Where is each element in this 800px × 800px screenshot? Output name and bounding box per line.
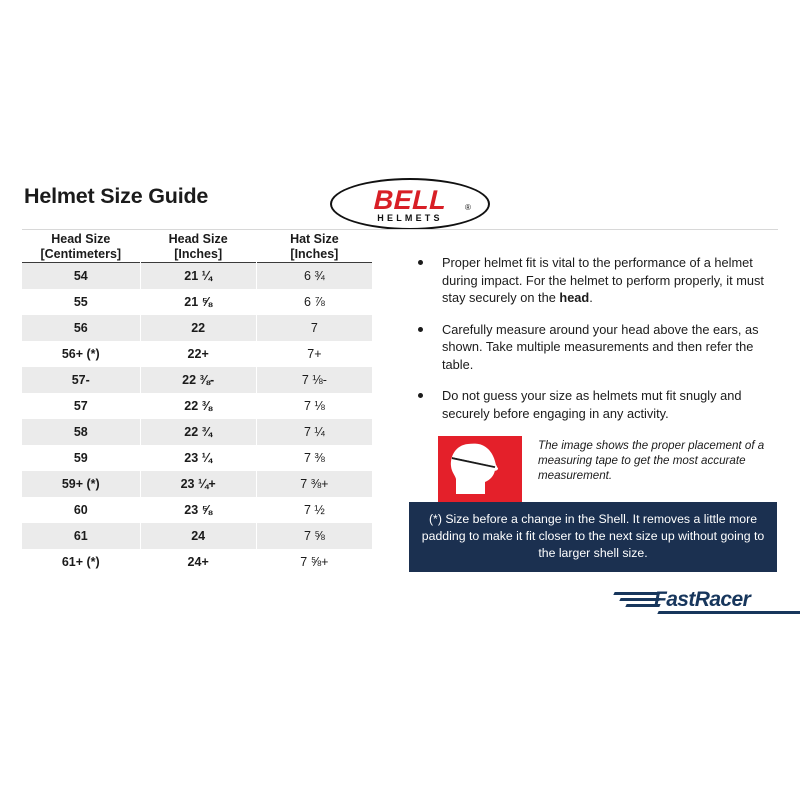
fit-tip-item — [410, 254, 778, 307]
cell-head-size-cm: 60 — [22, 497, 140, 523]
cell-hat-size: 6 ⅞ — [303, 295, 325, 309]
fit-tips-panel — [410, 254, 778, 560]
column-header-line1: Head Size — [168, 232, 228, 246]
cell-hat-size: 7+ — [307, 347, 322, 361]
cell-head-size-in: 22 ⅜- — [140, 367, 256, 393]
cell-hat-size: 7 ⅝ — [303, 529, 325, 543]
head-measuring-image — [438, 436, 522, 502]
cell-head-size-in: 24+ — [140, 549, 256, 575]
cell-head-size-cm: 59+ (*) — [22, 471, 140, 497]
cell-head-size-in: 23 ¼+ — [140, 471, 256, 497]
logo-subtitle: HELMETS — [377, 213, 443, 223]
column-header-line2: [Inches] — [290, 247, 339, 261]
document-header — [22, 170, 778, 232]
cell-hat-size: 7 ¼ — [303, 425, 325, 439]
bullet-dot-icon — [418, 260, 423, 265]
fit-tip-text: Carefully measure around your head above the ears, as shown. Take multiple measurements and then refer the table. — [442, 321, 759, 372]
cell-hat-size: 7 — [310, 321, 318, 335]
table-row — [22, 419, 372, 445]
table-row — [22, 523, 372, 549]
table-row — [22, 445, 372, 471]
fit-tip-item — [410, 387, 778, 422]
bullet-dot-icon — [418, 327, 423, 332]
header-divider — [22, 229, 778, 230]
cell-head-size-cm: 61+ (*) — [22, 549, 140, 575]
cell-head-size-cm: 56+ (*) — [22, 341, 140, 367]
cell-head-size-cm: 55 — [22, 289, 140, 315]
fastracer-logo — [614, 588, 800, 614]
cell-head-size-in: 23 ⅝ — [140, 497, 256, 523]
table-row — [22, 315, 372, 341]
table-row — [22, 263, 372, 290]
table-row — [22, 471, 372, 497]
logo-text-part2: Racer — [694, 588, 751, 611]
table-row — [22, 341, 372, 367]
page-title: Helmet Size Guide — [24, 184, 209, 208]
column-header-line2: [Centimeters] — [40, 247, 122, 261]
fit-tip-text: Do not guess your size as helmets mut fit snugly and securely before engaging in any activity. — [442, 388, 742, 421]
cell-hat-size: 7 ½ — [303, 503, 325, 517]
cell-head-size-cm: 58 — [22, 419, 140, 445]
cell-head-size-in: 22 ¾ — [140, 419, 256, 445]
cell-head-size-in: 24 — [140, 523, 256, 549]
fit-tip-item — [410, 321, 778, 374]
size-table-head — [22, 232, 372, 263]
cell-head-size-cm: 61 — [22, 523, 140, 549]
table-header-row — [22, 232, 372, 263]
cell-head-size-cm: 57- — [22, 367, 140, 393]
column-header-hat-size — [256, 232, 372, 263]
table-row — [22, 367, 372, 393]
logo-wordmark: BELL — [373, 185, 447, 215]
column-header-line1: Head Size — [51, 232, 111, 246]
cell-hat-size: 6 ¾ — [303, 269, 325, 283]
cell-head-size-in: 22 ⅜ — [140, 393, 256, 419]
logo-text — [654, 588, 750, 612]
measurement-illustration-block — [410, 436, 778, 504]
table-row — [22, 289, 372, 315]
cell-head-size-cm: 56 — [22, 315, 140, 341]
column-header-head-size-in — [140, 232, 256, 263]
fit-tip-text-tail: . — [589, 290, 593, 305]
head-profile-icon — [438, 436, 522, 502]
cell-hat-size: 7 ⅛ — [303, 399, 325, 413]
cell-head-size-cm: 54 — [22, 263, 140, 290]
size-table — [22, 232, 372, 575]
cell-hat-size: 7 ⅜+ — [300, 477, 329, 491]
size-table-body — [22, 263, 372, 576]
cell-head-size-in: 21 ⅝ — [140, 289, 256, 315]
shell-size-note: (*) Size before a change in the Shell. It removes a little more padding to make it fit closer to the next size up without going to the larger shell size. — [409, 502, 777, 572]
logo-registered-mark: ® — [465, 203, 471, 212]
cell-head-size-in: 22 — [140, 315, 256, 341]
table-row — [22, 497, 372, 523]
fit-tip-text: Proper helmet fit is vital to the performance of a helmet during impact. For the helmet to perform properly, it must stay securely on the — [442, 255, 764, 305]
cell-head-size-in: 22+ — [140, 341, 256, 367]
fit-tip-emphasis: head — [559, 290, 590, 305]
column-header-line2: [Inches] — [174, 247, 223, 261]
fit-tips-list — [410, 254, 778, 422]
logo-underline — [657, 611, 800, 614]
cell-head-size-cm: 57 — [22, 393, 140, 419]
cell-head-size-cm: 59 — [22, 445, 140, 471]
cell-head-size-in: 23 ¼ — [140, 445, 256, 471]
size-guide-sheet — [22, 170, 778, 611]
logo-text-part1: Fast — [654, 588, 695, 611]
bell-helmets-logo — [330, 178, 494, 232]
column-header-head-size-cm — [22, 232, 140, 263]
column-header-line1: Hat Size — [290, 232, 339, 246]
cell-hat-size: 7 ⅛- — [301, 373, 327, 387]
table-row — [22, 549, 372, 575]
cell-head-size-in: 21 ¼ — [140, 263, 256, 290]
table-row — [22, 393, 372, 419]
cell-hat-size: 7 ⅜ — [303, 451, 325, 465]
cell-hat-size: 7 ⅝+ — [300, 555, 329, 569]
bullet-dot-icon — [418, 393, 423, 398]
image-caption: The image shows the proper placement of a measuring tape to get the most accurate measurement. — [538, 439, 765, 482]
